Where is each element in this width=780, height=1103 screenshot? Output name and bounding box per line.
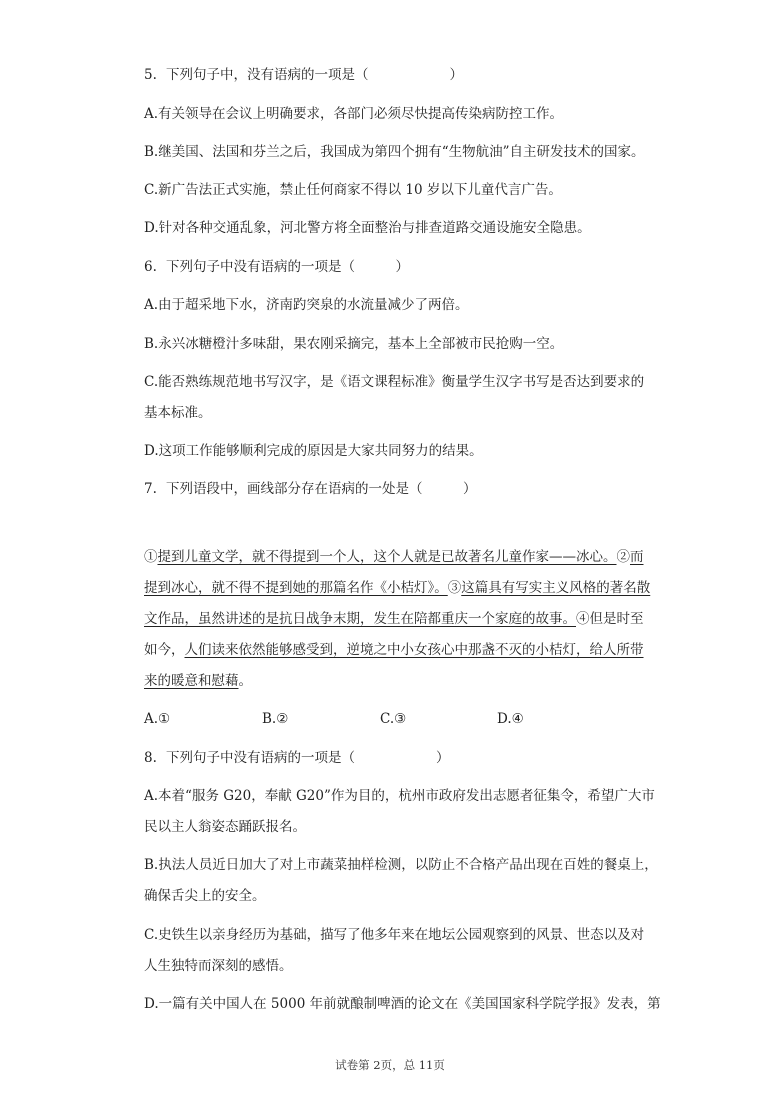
underlined-segment: 提到儿童文学，就不得提到一个人，这个人就是已故著名儿童作家——冰心。 bbox=[157, 549, 617, 565]
passage-line-3: 文作品，虽然讲述的是抗日战争末期，发生在陪都重庆一个家庭的故事。④但是时至 bbox=[144, 611, 644, 627]
question-8-option-c-continued: 人生独特而深刻的感悟。 bbox=[144, 958, 293, 974]
question-7-stem: 7. 下列语段中，画线部分存在语病的一处是（ ） bbox=[144, 481, 477, 497]
passage-line-5: 来的暖意和慰藉。 bbox=[144, 673, 252, 689]
question-6-stem: 6. 下列句子中没有语病的一项是（ ） bbox=[144, 259, 409, 275]
question-5-option-b: B.继美国、法国和芬兰之后，我国成为第四个拥有“生物航油”自主研发技术的国家。 bbox=[144, 144, 645, 160]
question-8-number: 8. bbox=[144, 750, 157, 766]
underlined-segment: 这篇具有写实主义风格的著名散 bbox=[461, 580, 651, 596]
passage-line-1: ①提到儿童文学，就不得提到一个人，这个人就是已故著名儿童作家——冰心。②而 bbox=[144, 549, 644, 565]
question-6-option-a: A.由于超采地下水，济南趵突泉的水流量减少了两倍。 bbox=[144, 297, 469, 313]
question-7-number: 7. bbox=[144, 481, 157, 497]
question-5-stem: 5. 下列句子中，没有语病的一项是（ ） bbox=[144, 67, 463, 83]
question-5-option-c: C.新广告法正式实施，禁止任何商家不得以 10 岁以下儿童代言广告。 bbox=[144, 182, 562, 198]
underlined-segment: 人们读来依然能够感受到，逆境之中小女孩心中那盏不灭的小桔灯，给人所带 bbox=[184, 642, 644, 658]
underlined-segment: 而 bbox=[630, 549, 644, 565]
question-8-option-b-continued: 确保舌尖上的安全。 bbox=[144, 888, 266, 904]
underlined-segment: 文作品，虽然讲述的是抗日战争末期，发生在陪都重庆一个家庭的故事。 bbox=[144, 611, 576, 627]
question-7-option-c: C.③ bbox=[380, 711, 407, 727]
question-8-option-d: D.一篇有关中国人在 5000 年前就酿制啤酒的论文在《美国国家科学院学报》发表，第 bbox=[144, 996, 661, 1012]
question-5-option-d: D.针对各种交通乱象，河北警方将全面整治与排查道路交通设施安全隐患。 bbox=[144, 220, 591, 236]
question-8-option-b: B.执法人员近日加大了对上市蔬菜抽样检测，以防止不合格产品出现在百姓的餐桌上， bbox=[144, 857, 658, 873]
question-6-option-b: B.永兴冰糖橙汁多味甜，果农刚采摘完，基本上全部被市民抢购一空。 bbox=[144, 336, 564, 352]
question-5-option-a: A.有关领导在会议上明确要求，各部门必须尽快提高传染病防控工作。 bbox=[144, 106, 564, 122]
question-6-number: 6. bbox=[144, 259, 157, 275]
question-7-option-a: A.① bbox=[144, 711, 171, 727]
question-5-number: 5. bbox=[144, 67, 157, 83]
question-8-stem: 8. 下列句子中没有语病的一项是（ ） bbox=[144, 750, 450, 766]
underlined-segment: 提到冰心，就不得不提到她的那篇名作《小桔灯》。 bbox=[144, 580, 448, 596]
passage-line-2: 提到冰心，就不得不提到她的那篇名作《小桔灯》。③这篇具有写实主义风格的著名散 bbox=[144, 580, 651, 596]
question-6-option-c-continued: 基本标准。 bbox=[144, 405, 212, 421]
page-footer: 试卷第 2页，总 11页 bbox=[335, 1058, 445, 1072]
question-8-option-c: C.史铁生以亲身经历为基础，描写了他多年来在地坛公园观察到的风景、世态以及对 bbox=[144, 927, 645, 943]
question-8-option-a: A.本着“服务 G20，奉献 G20”作为目的，杭州市政府发出志愿者征集令，希望广大市 bbox=[144, 788, 655, 804]
question-6-option-d: D.这项工作能够顺利完成的原因是大家共同努力的结果。 bbox=[144, 443, 483, 459]
question-6-option-c: C.能否熟练规范地书写汉字，是《语文课程标准》衡量学生汉字书写是否达到要求的 bbox=[144, 374, 645, 390]
question-7-option-b: B.② bbox=[262, 711, 289, 727]
passage-line-4: 如今，人们读来依然能够感受到，逆境之中小女孩心中那盏不灭的小桔灯，给人所带 bbox=[144, 642, 644, 658]
question-7-option-d: D.④ bbox=[497, 711, 524, 727]
question-8-option-a-continued: 民以主人翁姿态踊跃报名。 bbox=[144, 819, 306, 835]
underlined-segment: 来的暖意和慰藉 bbox=[144, 673, 239, 689]
